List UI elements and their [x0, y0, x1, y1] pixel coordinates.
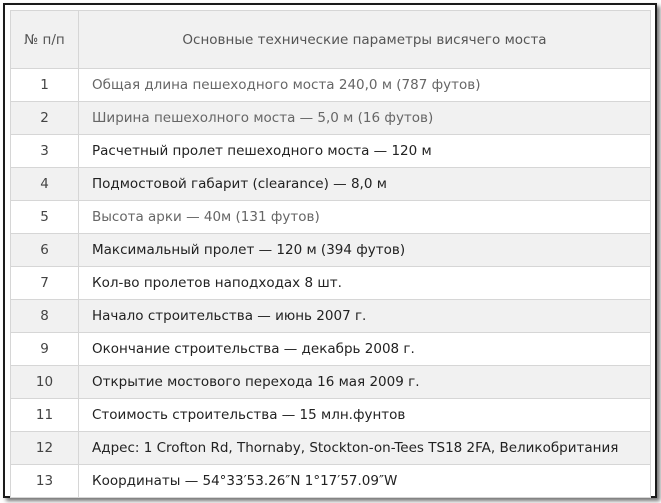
- row-text: Адрес: 1 Crofton Rd, Thornaby, Stockton-on-Tees TS18 2FA, Великобритания: [79, 432, 651, 465]
- row-number: 13: [11, 465, 79, 498]
- table-row: [11, 102, 651, 135]
- row-text: Высота арки — 40м (131 футов): [79, 201, 651, 234]
- row-text: Окончание строительства — декабрь 2008 г.: [79, 333, 651, 366]
- row-text: Расчетный пролет пешеходного моста — 120 м: [79, 135, 651, 168]
- table-row: [11, 432, 651, 465]
- row-number: 7: [11, 267, 79, 300]
- row-text: Открытие мостового перехода 16 мая 2009 г.: [79, 366, 651, 399]
- row-number: 5: [11, 201, 79, 234]
- header-number-cell: № п/п: [11, 11, 79, 69]
- row-number: 4: [11, 168, 79, 201]
- table-row: [11, 234, 651, 267]
- header-title-cell: Основные технические параметры висячего моста: [79, 11, 651, 69]
- bridge-parameters-table: [10, 10, 651, 498]
- table-row: [11, 399, 651, 432]
- row-text: Общая длина пешеходного моста 240,0 м (787 футов): [79, 69, 651, 102]
- table-header: [11, 11, 651, 69]
- row-number: 12: [11, 432, 79, 465]
- table-row: [11, 465, 651, 498]
- table-row: [11, 267, 651, 300]
- row-number: 3: [11, 135, 79, 168]
- table-row: [11, 201, 651, 234]
- row-text: Начало строительства — июнь 2007 г.: [79, 300, 651, 333]
- row-number: 8: [11, 300, 79, 333]
- row-number: 9: [11, 333, 79, 366]
- table-row: [11, 135, 651, 168]
- table-row: [11, 69, 651, 102]
- table-frame: [3, 3, 657, 498]
- row-number: 2: [11, 102, 79, 135]
- row-text: Координаты — 54°33′53.26″N 1°17′57.09″W: [79, 465, 651, 498]
- table-row: [11, 168, 651, 201]
- table-row: [11, 366, 651, 399]
- header-row: [11, 11, 651, 69]
- row-text: Максимальный пролет — 120 м (394 футов): [79, 234, 651, 267]
- row-number: 1: [11, 69, 79, 102]
- row-text: Стоимость строительства — 15 млн.фунтов: [79, 399, 651, 432]
- row-number: 11: [11, 399, 79, 432]
- row-number: 10: [11, 366, 79, 399]
- row-text: Подмостовой габарит (clearance) — 8,0 м: [79, 168, 651, 201]
- row-text: Ширина пешехолного моста — 5,0 м (16 футов): [79, 102, 651, 135]
- row-text: Кол-во пролетов наподходах 8 шт.: [79, 267, 651, 300]
- table-body: [11, 69, 651, 498]
- table-row: [11, 333, 651, 366]
- row-number: 6: [11, 234, 79, 267]
- table-row: [11, 300, 651, 333]
